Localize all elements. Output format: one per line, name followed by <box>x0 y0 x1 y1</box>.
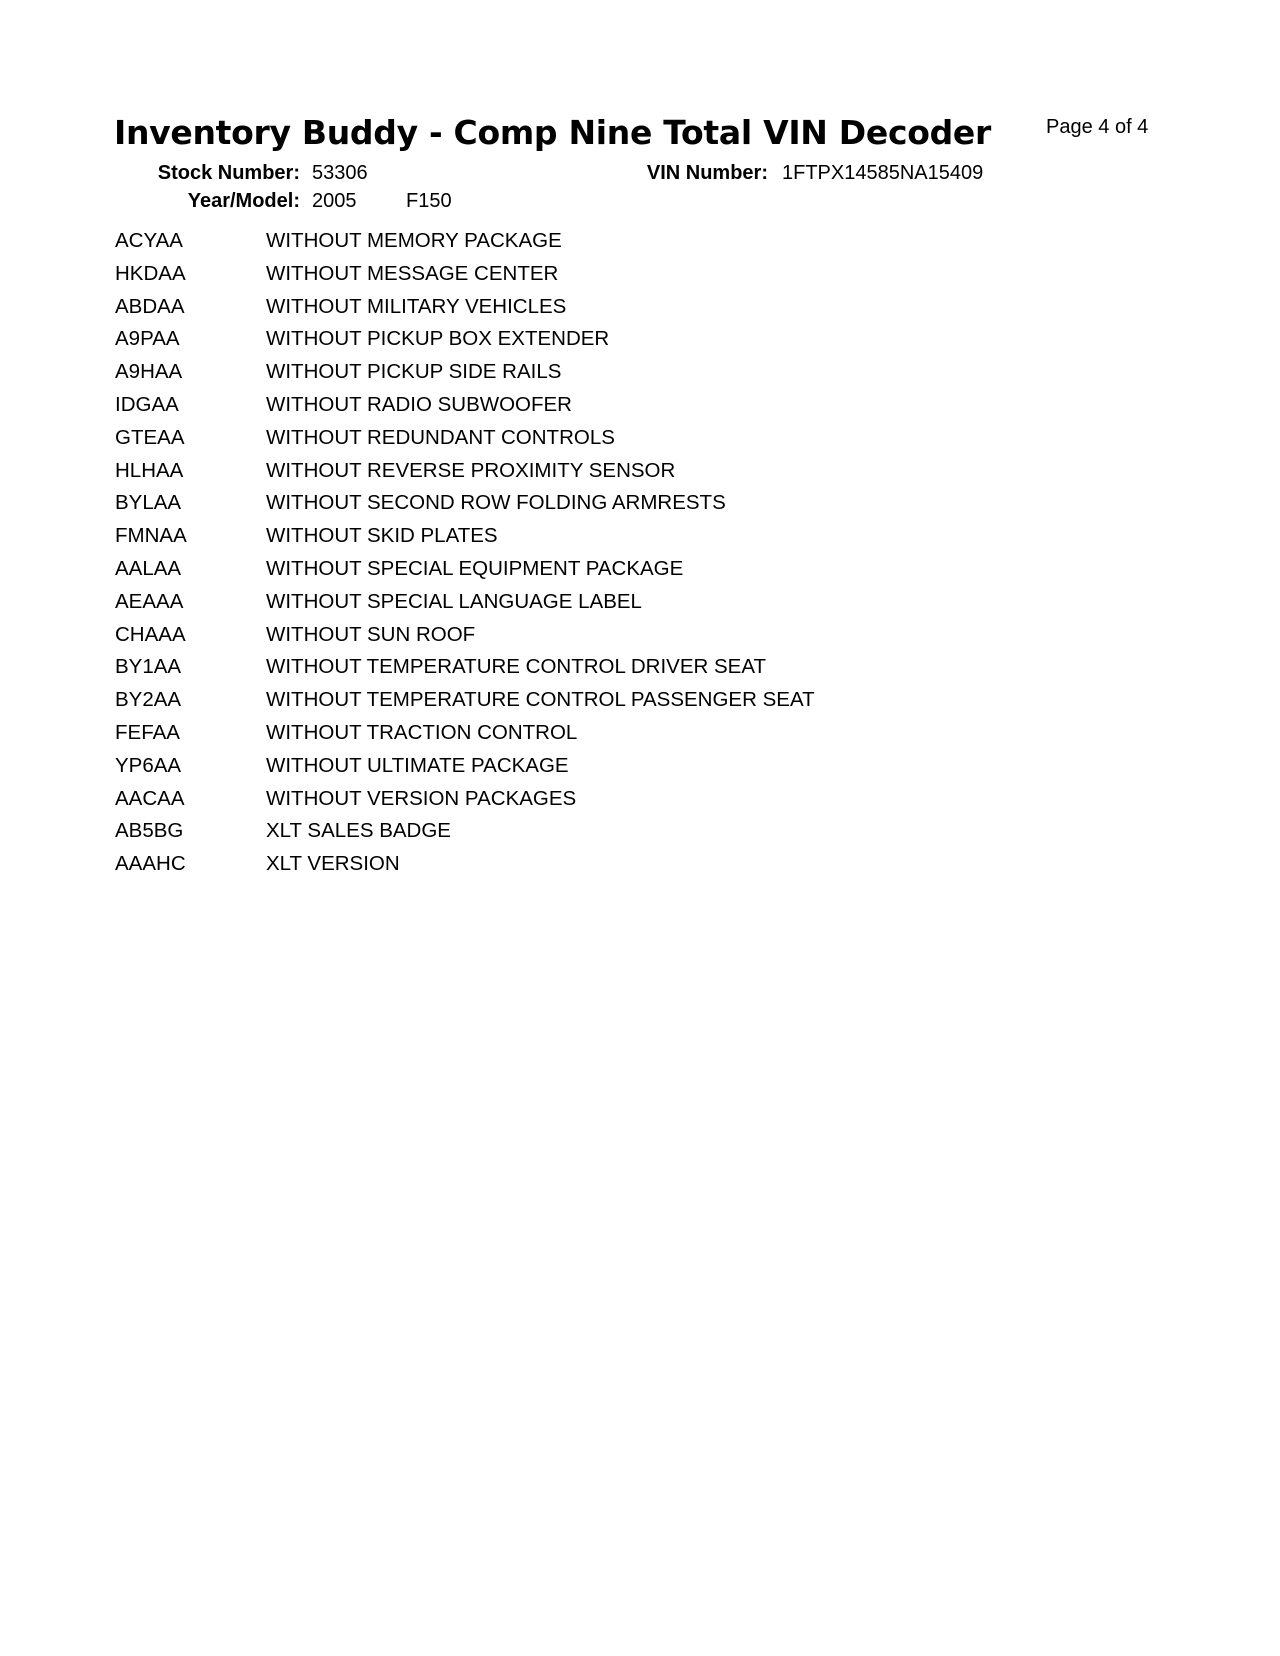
option-row <box>115 327 815 360</box>
option-description: WITHOUT TRACTION CONTROL <box>266 720 578 744</box>
option-code: BY2AA <box>115 688 182 712</box>
option-description: WITHOUT MILITARY VEHICLES <box>266 294 567 318</box>
option-row <box>115 688 815 721</box>
option-code: ABDAA <box>115 294 185 318</box>
option-description: XLT VERSION <box>266 852 400 876</box>
option-description: WITHOUT VERSION PACKAGES <box>266 786 577 810</box>
option-description: WITHOUT SPECIAL EQUIPMENT PACKAGE <box>266 556 684 580</box>
option-code: GTEAA <box>115 425 185 449</box>
option-row <box>115 721 815 754</box>
option-code: AB5BG <box>115 819 184 843</box>
option-code: FEFAA <box>115 720 180 744</box>
option-code: A9PAA <box>115 327 180 351</box>
option-row <box>115 459 815 492</box>
option-description: WITHOUT TEMPERATURE CONTROL PASSENGER SEAT <box>266 688 815 712</box>
option-row <box>115 360 815 393</box>
option-description: WITHOUT SUN ROOF <box>266 622 476 646</box>
option-description: WITHOUT ULTIMATE PACKAGE <box>266 753 569 777</box>
year-model-label: Year/Model: <box>187 190 300 212</box>
option-description: WITHOUT REDUNDANT CONTROLS <box>266 425 615 449</box>
option-row <box>115 524 815 557</box>
year-value: 2005 <box>312 190 357 212</box>
option-code: IDGAA <box>115 392 179 416</box>
option-row <box>115 393 815 426</box>
option-code: AEAAA <box>115 589 184 613</box>
option-code: FMNAA <box>115 524 187 548</box>
option-row <box>115 229 815 262</box>
option-code: ACYAA <box>115 229 183 252</box>
page-number: Page 4 of 4 <box>1046 116 1149 138</box>
option-code: AALAA <box>115 556 182 580</box>
option-code: HLHAA <box>115 458 184 482</box>
option-code: BY1AA <box>115 655 182 679</box>
option-row <box>115 295 815 328</box>
option-code: AACAA <box>115 786 185 810</box>
option-row <box>115 819 815 852</box>
option-description: WITHOUT RADIO SUBWOOFER <box>266 392 572 416</box>
stock-number-value: 53306 <box>312 162 368 184</box>
option-row <box>115 557 815 590</box>
option-list <box>115 229 815 885</box>
option-description: XLT SALES BADGE <box>266 819 451 843</box>
option-row <box>115 787 815 820</box>
option-description: WITHOUT PICKUP BOX EXTENDER <box>266 327 610 351</box>
option-description: WITHOUT TEMPERATURE CONTROL DRIVER SEAT <box>266 655 767 679</box>
option-row <box>115 655 815 688</box>
option-description: WITHOUT SPECIAL LANGUAGE LABEL <box>266 589 642 613</box>
option-row <box>115 623 815 656</box>
option-code: A9HAA <box>115 360 183 384</box>
option-row <box>115 491 815 524</box>
option-row <box>115 754 815 787</box>
option-code: CHAAA <box>115 622 186 646</box>
option-description: WITHOUT REVERSE PROXIMITY SENSOR <box>266 458 676 482</box>
option-row <box>115 852 815 885</box>
option-code: YP6AA <box>115 753 182 777</box>
option-code: AAAHC <box>115 852 186 876</box>
option-row <box>115 262 815 295</box>
vin-number-value: 1FTPX14585NA15409 <box>782 162 984 184</box>
model-value: F150 <box>406 190 452 212</box>
option-description: WITHOUT SKID PLATES <box>266 524 498 548</box>
page-title: Inventory Buddy - Comp Nine Total VIN Decoder <box>114 113 991 152</box>
option-code: BYLAA <box>115 491 182 515</box>
option-code: HKDAA <box>115 261 186 285</box>
option-description: WITHOUT SECOND ROW FOLDING ARMRESTS <box>266 491 726 515</box>
vin-number-label: VIN Number: <box>646 162 768 184</box>
option-row <box>115 426 815 459</box>
option-description: WITHOUT MEMORY PACKAGE <box>266 229 562 252</box>
option-row <box>115 590 815 623</box>
stock-number-label: Stock Number: <box>157 162 300 184</box>
option-description: WITHOUT PICKUP SIDE RAILS <box>266 360 562 384</box>
option-description: WITHOUT MESSAGE CENTER <box>266 261 559 285</box>
